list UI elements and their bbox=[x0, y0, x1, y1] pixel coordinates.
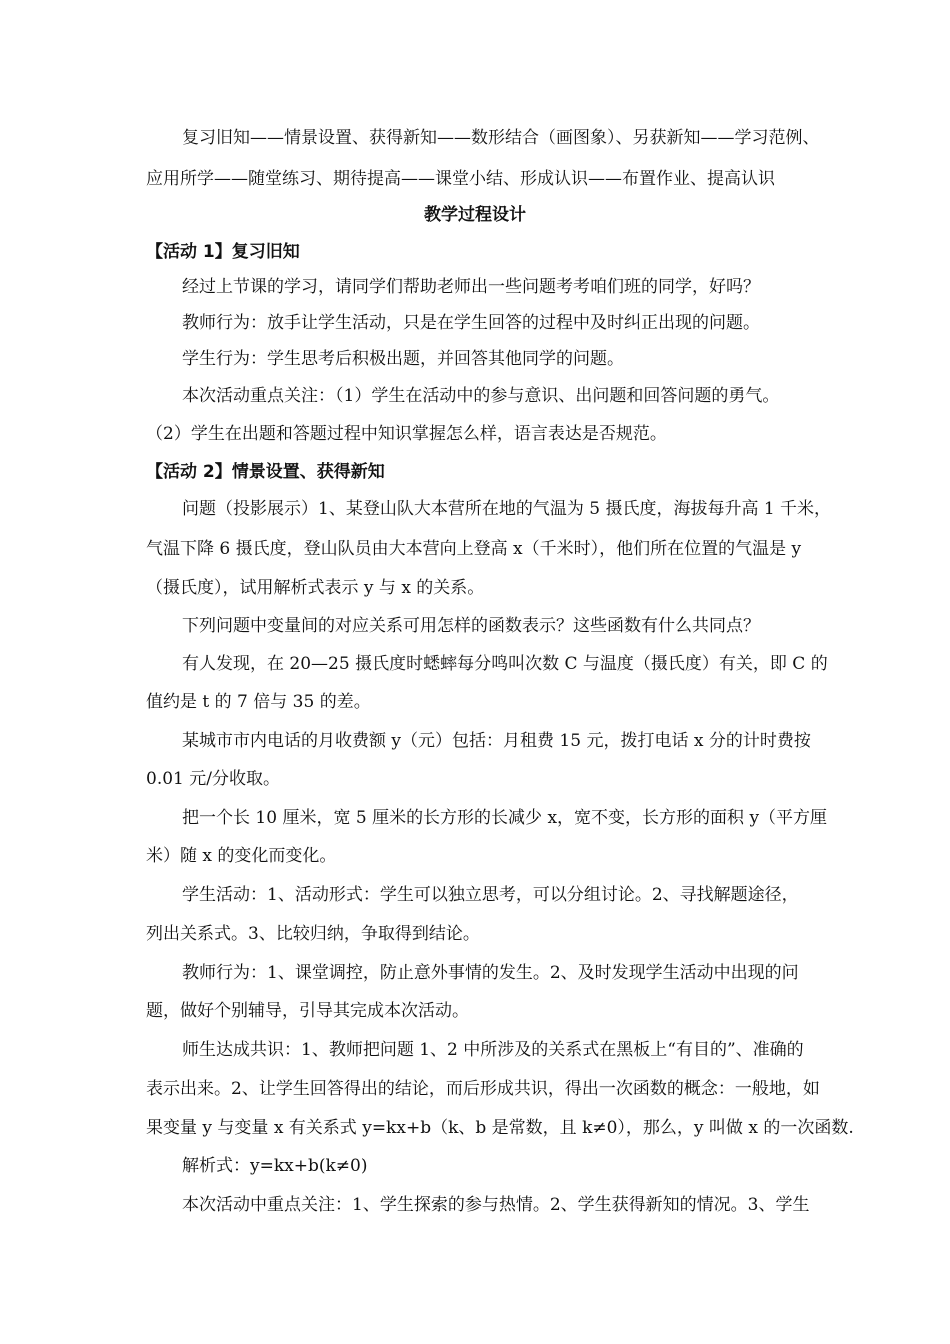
section-title: 教学过程设计 bbox=[424, 205, 526, 225]
activity1-student-behavior: 学生行为：学生思考后积极出题，并回答其他同学的问题。 bbox=[182, 349, 624, 369]
rectangle-line-2: 米）随 x 的变化而变化。 bbox=[146, 846, 337, 866]
cricket-line-2: 值约是 t 的 7 倍与 35 的差。 bbox=[146, 692, 371, 712]
activity2-heading: 【活动 2】情景设置、获得新知 bbox=[146, 462, 385, 482]
overview-line-2: 应用所学——随堂练习、期待提高——课堂小结、形成认识——布置作业、提高认识 bbox=[146, 169, 775, 189]
teacher-behavior-line-1: 教师行为：1、课堂调控，防止意外事情的发生。2、及时发现学生活动中出现的问 bbox=[182, 963, 799, 983]
activity2-focus-line: 本次活动中重点关注：1、学生探索的参与热情。2、学生获得新知的情况。3、学生 bbox=[182, 1195, 810, 1215]
activity1-paragraph-1: 经过上节课的学习，请同学们帮助老师出一些问题考考咱们班的同学，好吗？ bbox=[182, 277, 760, 297]
problem-line-2: 气温下降 6 摄氏度，登山队员由大本营向上登高 x（千米时），他们所在位置的气温是 y bbox=[146, 539, 802, 559]
activity1-heading: 【活动 1】复习旧知 bbox=[146, 242, 300, 262]
consensus-line-2: 表示出来。2、让学生回答得出的结论，而后形成共识，得出一次函数的概念：一般地，如 bbox=[146, 1079, 820, 1099]
student-activity-line-2: 列出关系式。3、比较归纳，争取得到结论。 bbox=[146, 924, 480, 944]
common-question: 下列问题中变量间的对应关系可用怎样的函数表示？这些函数有什么共同点？ bbox=[182, 616, 760, 636]
teacher-behavior-line-2: 题，做好个别辅导，引导其完成本次活动。 bbox=[146, 1001, 469, 1021]
problem-line-3: （摄氏度），试用解析式表示 y 与 x 的关系。 bbox=[146, 578, 485, 598]
cricket-line-1: 有人发现，在 20—25 摄氏度时蟋蟀每分鸣叫次数 C 与温度（摄氏度）有关，即 C 的 bbox=[182, 654, 828, 674]
phone-line-2: 0.01 元/分收取。 bbox=[146, 769, 280, 789]
activity1-focus-2: （2）学生在出题和答题过程中知识掌握怎么样，语言表达是否规范。 bbox=[146, 424, 667, 444]
rectangle-line-1: 把一个长 10 厘米，宽 5 厘米的长方形的长减少 x，宽不变，长方形的面积 y（平方厘 bbox=[182, 808, 828, 828]
consensus-line-3: 果变量 y 与变量 x 有关系式 y=kx+b（k、b 是常数，且 k≠0），那么，y 叫做 x 的一次函数. bbox=[146, 1118, 854, 1138]
formula-line: 解析式：y=kx+b(k≠0) bbox=[182, 1156, 368, 1176]
student-activity-line-1: 学生活动：1、活动形式：学生可以独立思考，可以分组讨论。2、寻找解题途径， bbox=[182, 885, 799, 905]
overview-line-1: 复习旧知——情景设置、获得新知——数形结合（画图象）、另获新知——学习范例、 bbox=[182, 128, 820, 148]
phone-line-1: 某城市市内电话的月收费额 y（元）包括：月租费 15 元，拨打电话 x 分的计时费按 bbox=[182, 731, 811, 751]
consensus-line-1: 师生达成共识：1、教师把问题 1、2 中所涉及的关系式在黑板上“有目的”、准确的 bbox=[182, 1040, 804, 1060]
activity1-teacher-behavior: 教师行为：放手让学生活动，只是在学生回答的过程中及时纠正出现的问题。 bbox=[182, 313, 760, 333]
activity1-focus-1: 本次活动重点关注：（1）学生在活动中的参与意识、出问题和回答问题的勇气。 bbox=[182, 386, 780, 406]
problem-line-1: 问题（投影展示）1、某登山队大本营所在地的气温为 5 摄氏度，海拔每升高 1 千米， bbox=[182, 499, 832, 519]
